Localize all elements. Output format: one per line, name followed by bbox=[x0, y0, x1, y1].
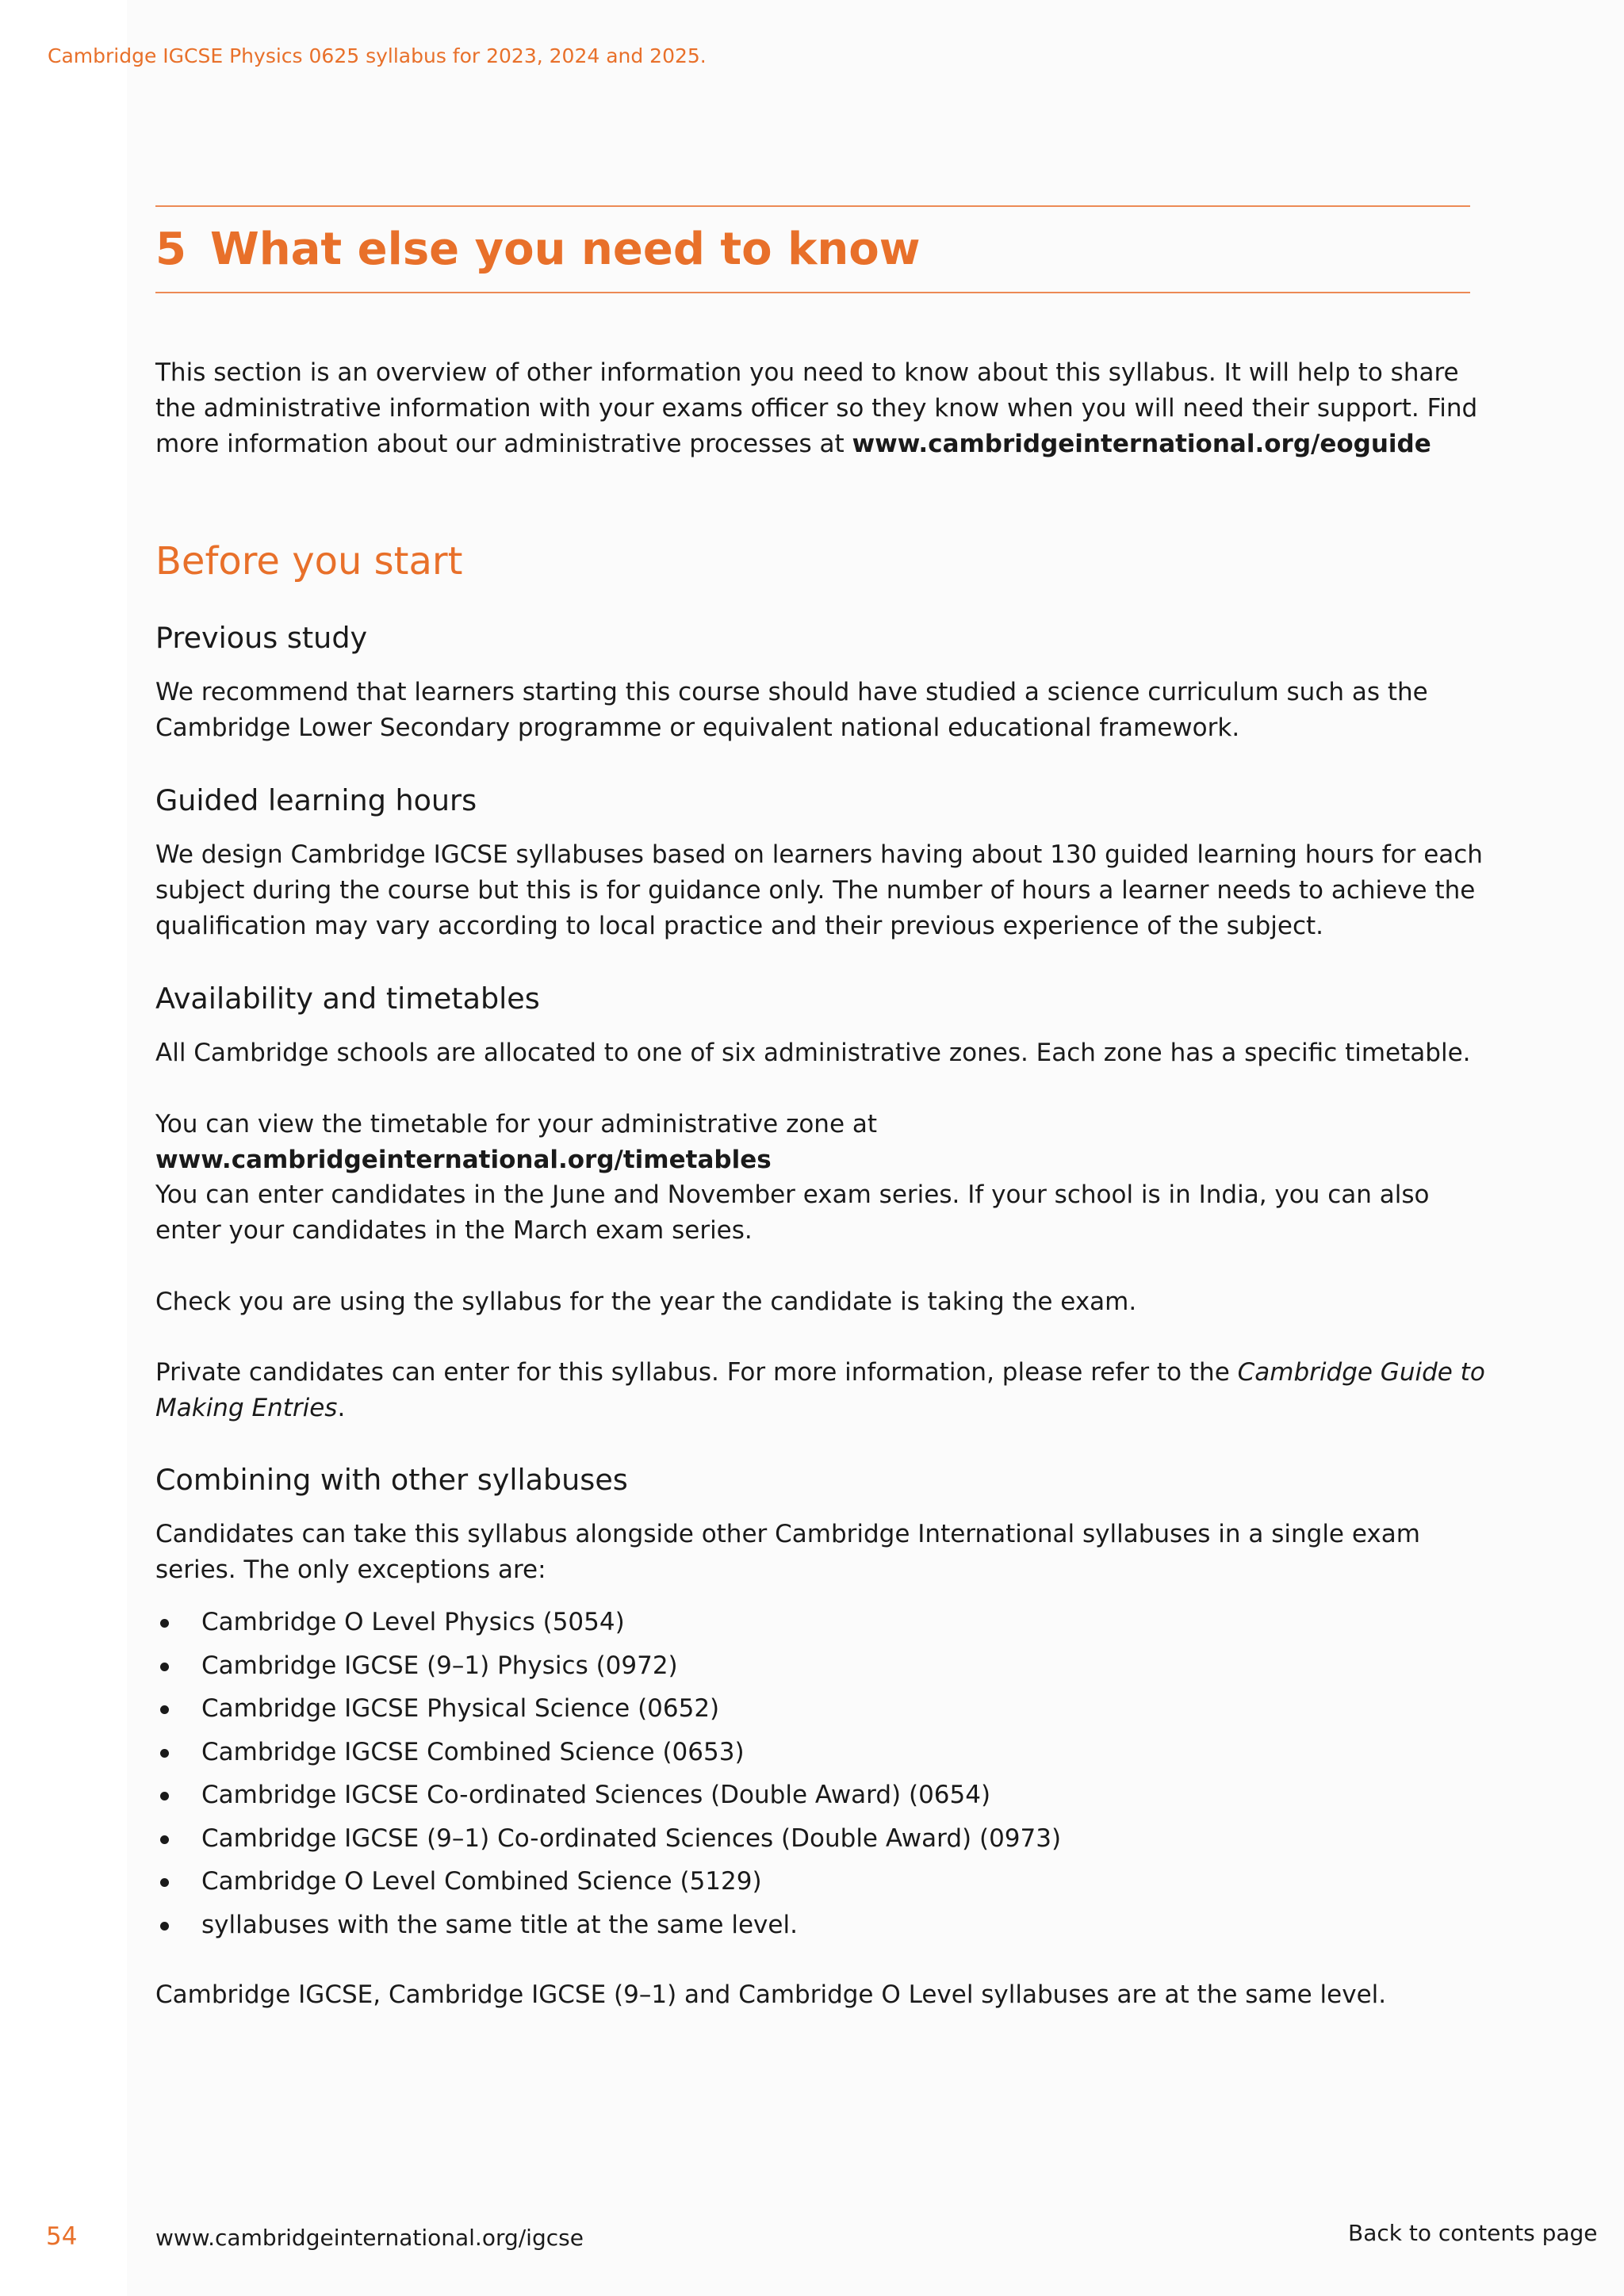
availability-paragraph-1: All Cambridge schools are allocated to one of six administrative zones. Each zone has a specific timetable. bbox=[155, 1039, 1471, 1067]
list-item bbox=[155, 1777, 1061, 1821]
bullet-icon bbox=[160, 1663, 169, 1671]
bullet-icon bbox=[160, 1835, 169, 1844]
bullet-icon bbox=[160, 1792, 169, 1800]
list-item-text: Cambridge IGCSE Co-ordinated Sciences (Double Award) (0654) bbox=[201, 1781, 991, 1809]
timetables-link[interactable]: www.cambridgeinternational.org/timetables bbox=[155, 1146, 772, 1174]
period: . bbox=[337, 1394, 346, 1422]
subheading-availability: Availability and timetables bbox=[155, 982, 540, 1016]
bullet-icon bbox=[160, 1878, 169, 1887]
list-item bbox=[155, 1735, 1061, 1778]
availability-paragraph-2 bbox=[155, 1107, 1488, 1178]
private-candidates-text: Private candidates can enter for this syllabus. For more information, please refer to the bbox=[155, 1358, 1238, 1387]
subheading-previous-study: Previous study bbox=[155, 621, 368, 655]
list-item bbox=[155, 1691, 1061, 1735]
chapter-title-text: What else you need to know bbox=[209, 224, 921, 275]
list-item bbox=[155, 1908, 1061, 1951]
list-item-text: syllabuses with the same title at the same level. bbox=[201, 1910, 798, 1939]
list-item bbox=[155, 1821, 1061, 1865]
chapter-rule-bottom bbox=[155, 292, 1470, 293]
list-item-text: Cambridge O Level Physics (5054) bbox=[201, 1608, 625, 1636]
subheading-guided-learning-hours: Guided learning hours bbox=[155, 783, 477, 817]
bullet-icon bbox=[160, 1749, 169, 1758]
intro-paragraph bbox=[155, 355, 1488, 462]
list-item-text: Cambridge IGCSE (9–1) Co-ordinated Sciences (Double Award) (0973) bbox=[201, 1823, 1062, 1853]
eoguide-link[interactable]: www.cambridgeinternational.org/eoguide bbox=[852, 430, 1431, 458]
list-item-text: Cambridge O Level Combined Science (5129) bbox=[201, 1867, 762, 1896]
previous-study-paragraph: We recommend that learners starting this course should have studied a science curriculum such as the Cambridge Lower Secondary programme or equivalent national educational framework. bbox=[155, 678, 1428, 742]
footer-url-link[interactable]: www.cambridgeinternational.org/igcse bbox=[155, 2225, 584, 2251]
list-item bbox=[155, 1605, 1061, 1648]
page-number: 54 bbox=[46, 2222, 78, 2251]
timetable-text: You can view the timetable for your administrative zone at bbox=[155, 1110, 878, 1138]
list-item-text: Cambridge IGCSE Physical Science (0652) bbox=[201, 1694, 720, 1723]
guided-learning-paragraph: We design Cambridge IGCSE syllabuses based on learners having about 130 guided learning hours for each subject during the course but this is for guidance only. The number of hours a learner needs to achieve the qualification may vary according to local practice and their previous experience of the subject. bbox=[155, 840, 1483, 940]
list-item bbox=[155, 1864, 1061, 1908]
guide-to-making-entries-title: Cambridge Guide to Making Entries bbox=[155, 1358, 1485, 1422]
bullet-icon bbox=[160, 1922, 169, 1931]
bullet-icon bbox=[160, 1705, 169, 1714]
list-item-text: Cambridge IGCSE (9–1) Physics (0972) bbox=[201, 1651, 678, 1680]
bullet-icon bbox=[160, 1619, 169, 1628]
combining-intro-paragraph: Candidates can take this syllabus alongside other Cambridge International syllabuses in a single exam series. The only exceptions are: bbox=[155, 1520, 1420, 1584]
combining-closing-paragraph: Cambridge IGCSE, Cambridge IGCSE (9–1) and Cambridge O Level syllabuses are at the same level. bbox=[155, 1980, 1387, 2009]
availability-paragraph-3: You can enter candidates in the June and November exam series. If your school is in India, you can also enter your candidates in the March exam series. bbox=[155, 1181, 1430, 1245]
list-item-text: Cambridge IGCSE Combined Science (0653) bbox=[201, 1737, 745, 1766]
subheading-combining: Combining with other syllabuses bbox=[155, 1463, 628, 1497]
list-item bbox=[155, 1648, 1061, 1692]
running-header: Cambridge IGCSE Physics 0625 syllabus for 2023, 2024 and 2025. bbox=[48, 44, 707, 67]
chapter-number: 5 bbox=[155, 224, 186, 275]
availability-paragraph-5 bbox=[155, 1355, 1488, 1426]
chapter-title bbox=[155, 224, 920, 275]
exceptions-list bbox=[155, 1605, 1061, 1950]
availability-paragraph-4: Check you are using the syllabus for the year the candidate is taking the exam. bbox=[155, 1288, 1137, 1316]
section-title-before-you-start: Before you start bbox=[155, 539, 463, 584]
chapter-rule-top bbox=[155, 205, 1470, 207]
back-to-contents-link[interactable]: Back to contents page bbox=[1348, 2220, 1598, 2246]
intro-text: This section is an overview of other information you need to know about this syllabus. It will help to share the administrative information with your exams officer so they know when you will need their support. Find more information about our administrative processes at bbox=[155, 358, 1478, 458]
